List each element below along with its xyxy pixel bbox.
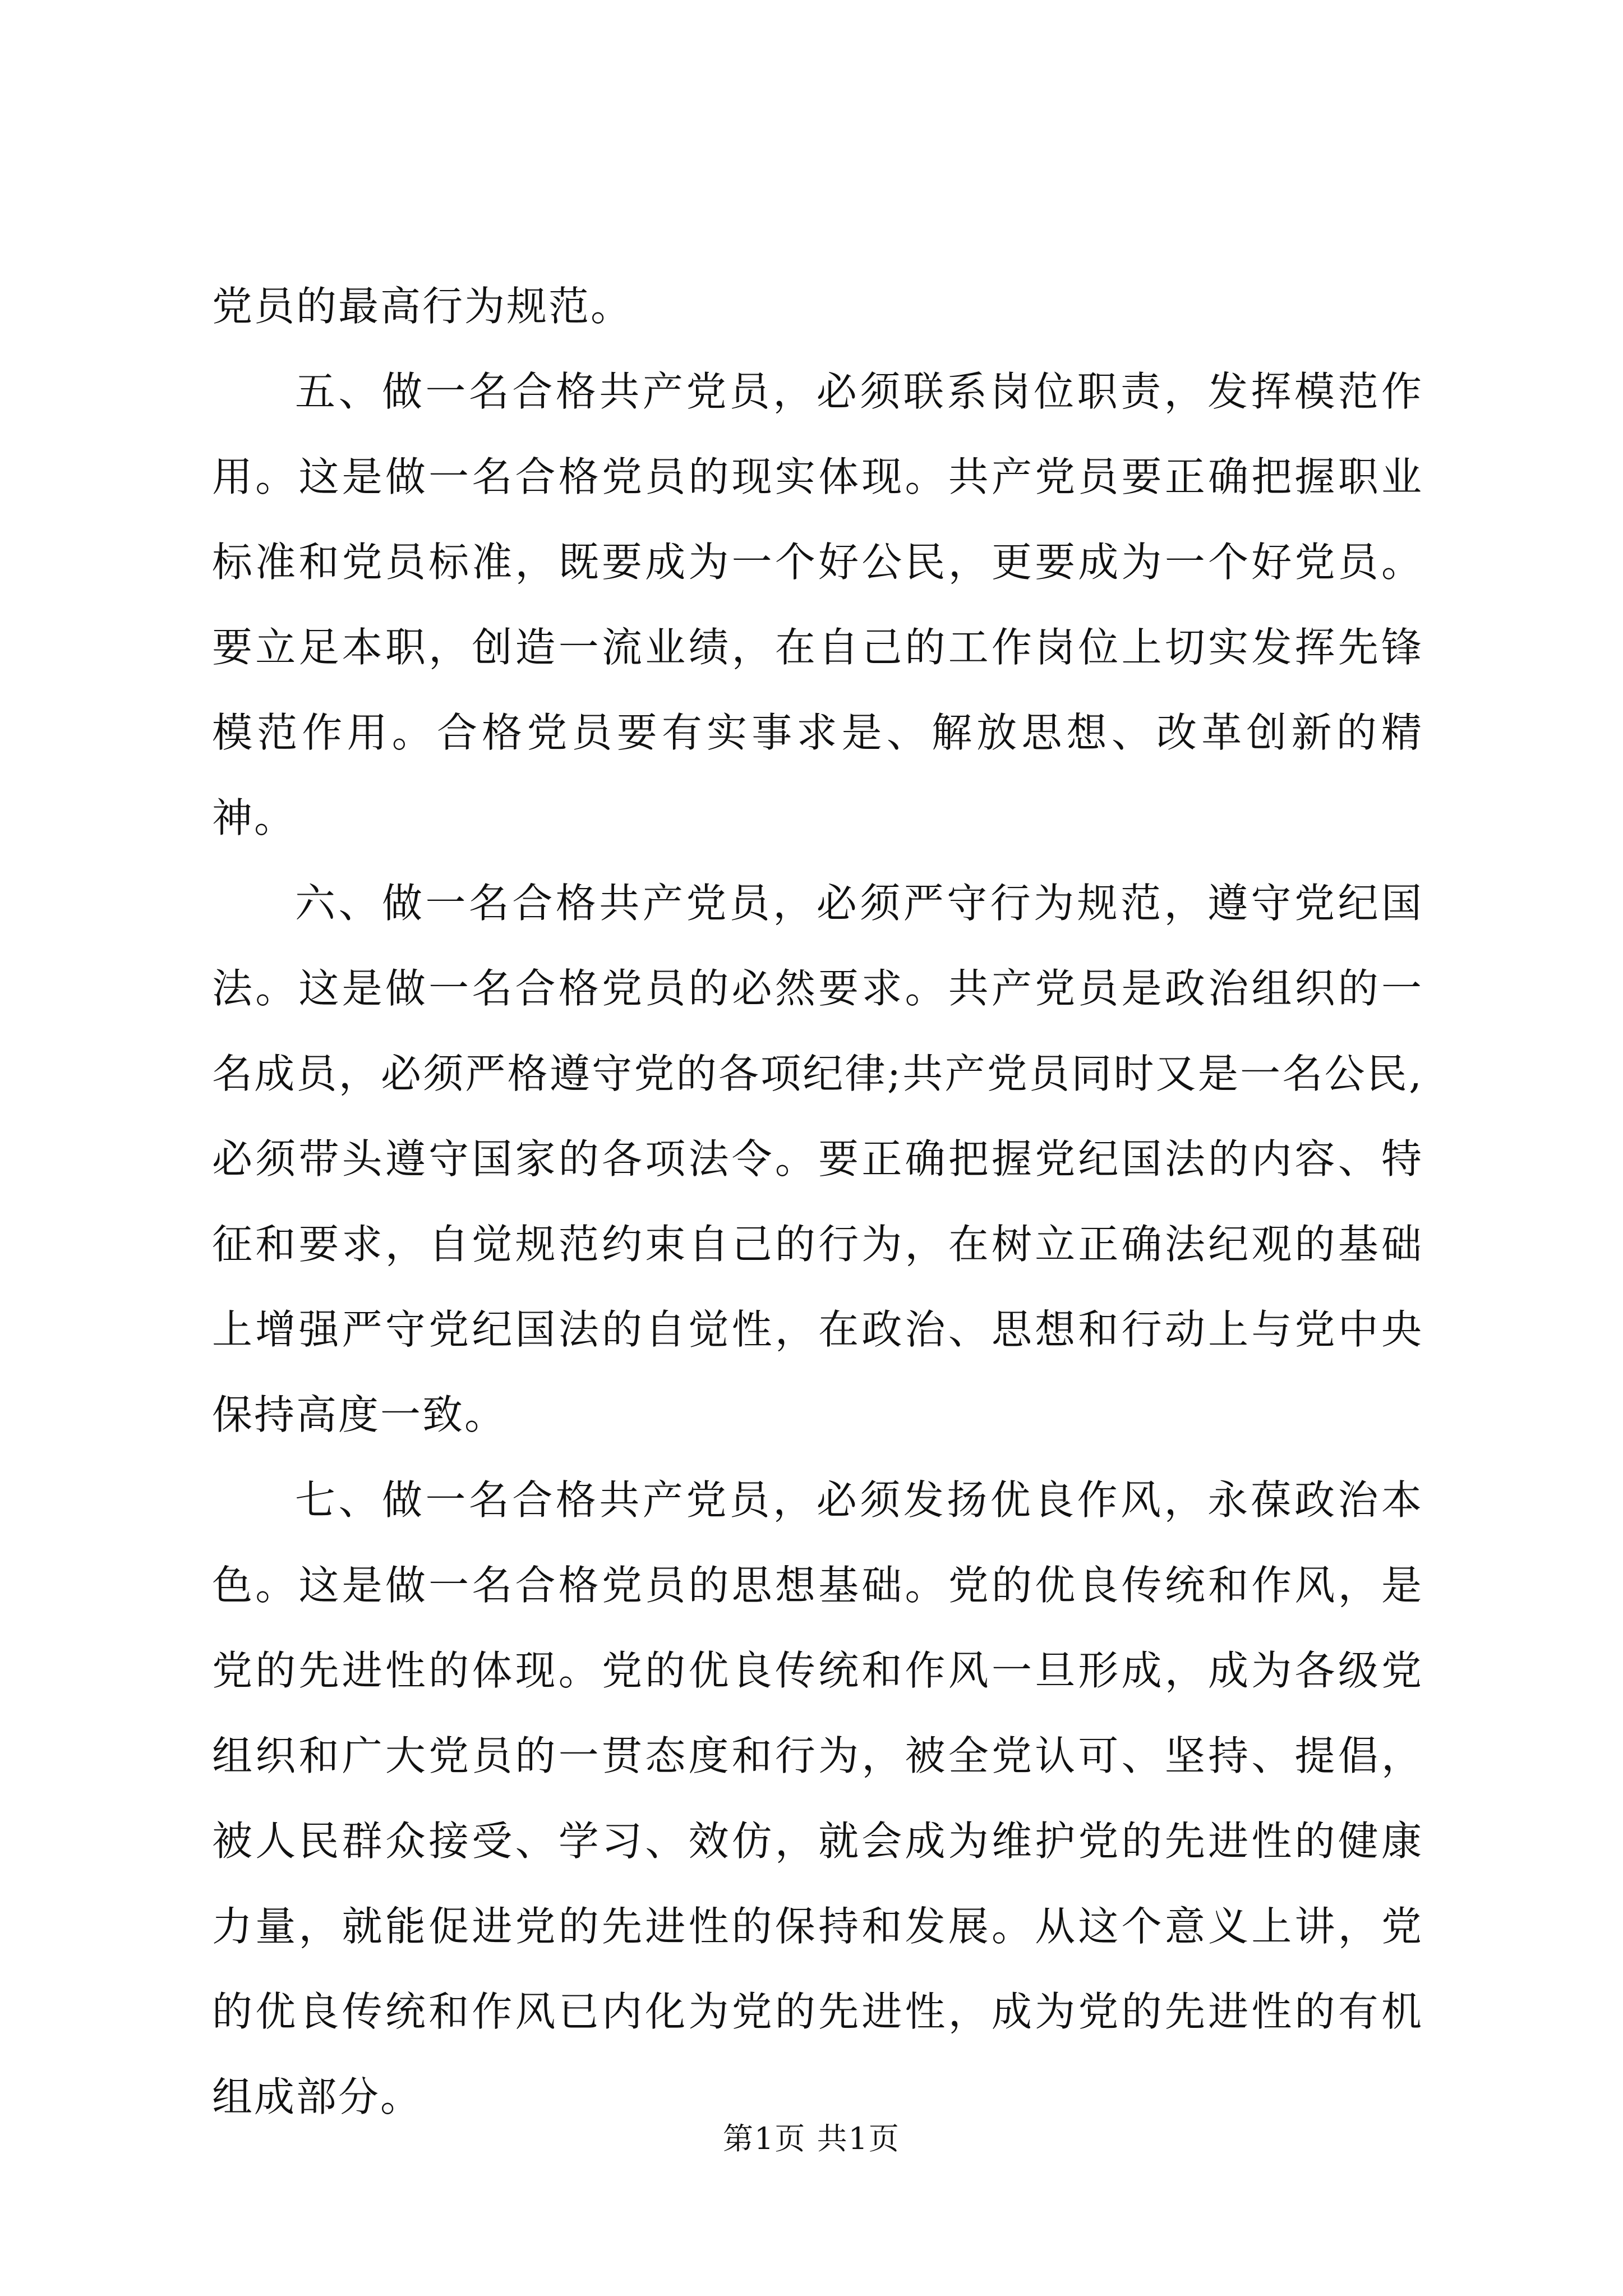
document-body xyxy=(212,264,1423,2139)
paragraph-section-six: 六、做一名合格共产党员，必须严守行为规范，遵守党纪国法。这是做一名合格党员的必然要求。共产党员是政治组织的一名成员，必须严格遵守党的各项纪律;共产党员同时又是一名公民,必须带头遵守国家的各项法令。要正确把握党纪国法的内容、特征和要求，自觉规范约束自己的行为，在树立正确法纪观的基础上增强严守党纪国法的自觉性，在政治、思想和行动上与党中央保持高度一致。 xyxy=(212,880,1423,1438)
paragraph-section-seven: 七、做一名合格共产党员，必须发扬优良作风，永葆政治本色。这是做一名合格党员的思想基础。党的优良传统和作风，是党的先进性的体现。党的优良传统和作风一旦形成，成为各级党组织和广大党员的一贯态度和行为，被全党认可、坚持、提倡，被人民群众接受、学习、效仿，就会成为维护党的先进性的健康力量，就能促进党的先进性的保持和发展。从这个意义上讲，党的优良传统和作风已内化为党的先进性，成为党的先进性的有机组成部分。 xyxy=(212,1476,1423,2120)
paragraph-section-five: 五、做一名合格共产党员，必须联系岗位职责，发挥模范作用。这是做一名合格党员的现实体现。共产党员要正确把握职业标准和党员标准，既要成为一个好公民，更要成为一个好党员。要立足本职，创造一流业绩，在自己的工作岗位上切实发挥先锋模范作用。合格党员要有实事求是、解放思想、改革创新的精神。 xyxy=(212,368,1423,841)
paragraph-continuation: 党员的最高行为规范。 xyxy=(212,283,633,330)
page-footer: 第1页 共1页 xyxy=(723,2121,900,2156)
